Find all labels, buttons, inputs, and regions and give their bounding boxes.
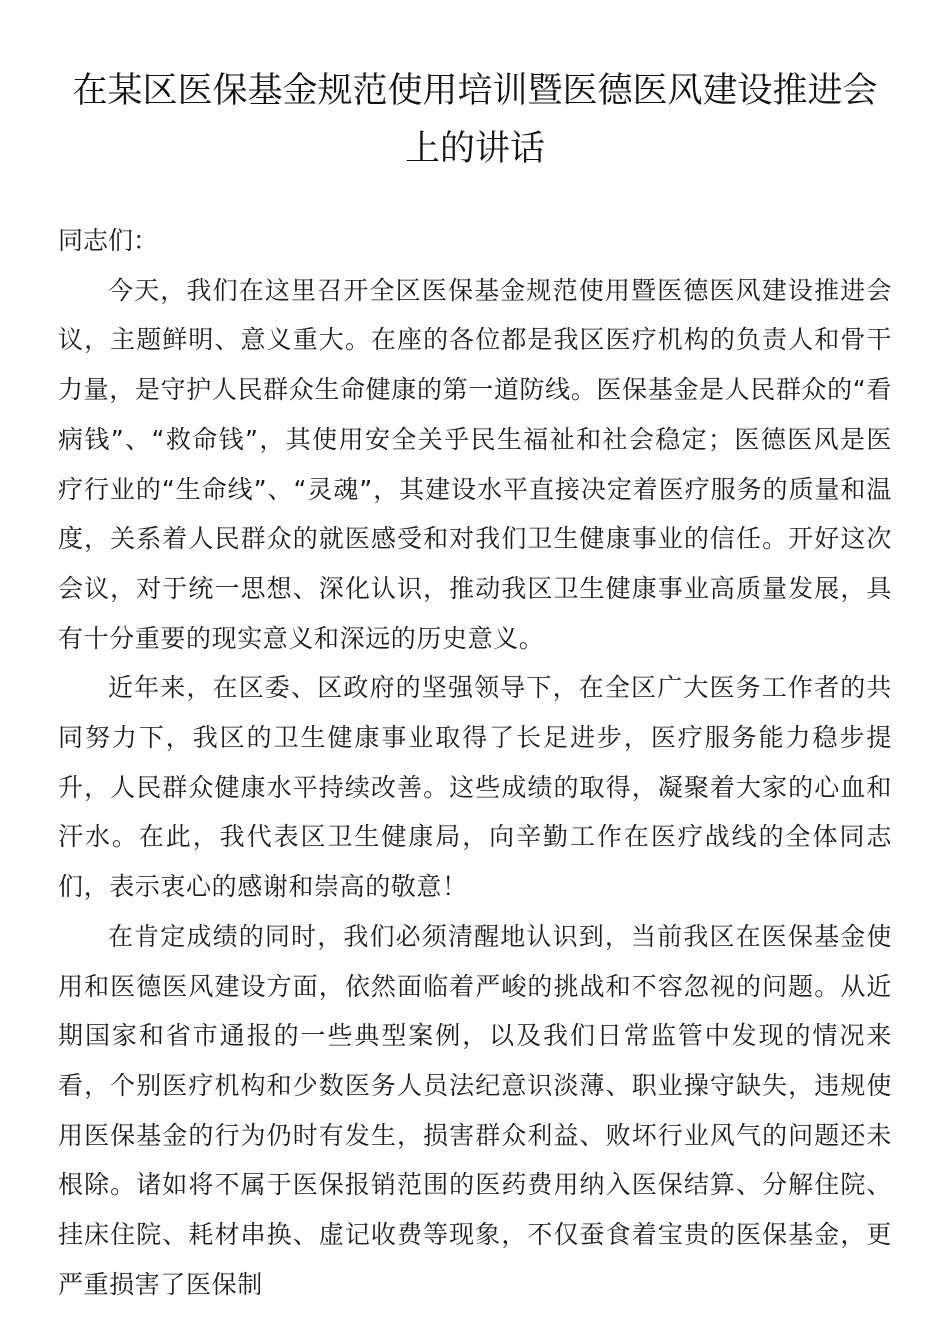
paragraph-3: 在肯定成绩的同时，我们必须清醒地认识到，当前我区在医保基金使用和医德医风建设方面，依然面临着严峻的挑战和不容忽视的问题。从近期国家和省市通报的一些典型案例，以及我们日常监管中发现的情况来看，个别医疗机构和少数医务人员法纪意识淡薄、职业操守缺失，违规使用医保基金的行为仍时有发生，损害群众利益、败坏行业风气的问题还未根除。诸如将不属于医保报销范围的医药费用纳入医保结算、分解住院、挂床住院、耗材串换、虚记收费等现象，不仅蚕食着宝贵的医保基金，更严重损害了医保制 (58, 921, 892, 1299)
paragraph-1: 今天，我们在这里召开全区医保基金规范使用暨医德医风建设推进会议，主题鲜明、意义重大。在座的各位都是我区医疗机构的负责人和骨干力量，是守护人民群众生命健康的第一道防线。医保基金是人民群众的“看病钱”、“救命钱”，其使用安全关乎民生福祉和社会稳定；医德医风是医疗行业的“生命线”、“灵魂”，其建设水平直接决定着医疗服务的质量和温度，关系着人民群众的就医感受和对我们卫生健康事业的信任。开好这次会议，对于统一思想、深化认识，推动我区卫生健康事业高质量发展，具有十分重要的现实意义和深远的历史意义。 (58, 275, 892, 653)
document-title: 在某区医保基金规范使用培训暨医德医风建设推进会上的讲话 (72, 71, 878, 169)
paragraph-2: 近年来，在区委、区政府的坚强领导下，在全区广大医务工作者的共同努力下，我区的卫生健康事业取得了长足进步，医疗服务能力稳步提升，人民群众健康水平持续改善。这些成绩的取得，凝聚着大家的心血和汗水。在此，我代表区卫生健康局，向辛勤工作在医疗战线的全体同志们，表示衷心的感谢和崇高的敬意！ (58, 673, 892, 902)
salutation: 同志们： (58, 226, 159, 255)
document-body (58, 216, 892, 1309)
